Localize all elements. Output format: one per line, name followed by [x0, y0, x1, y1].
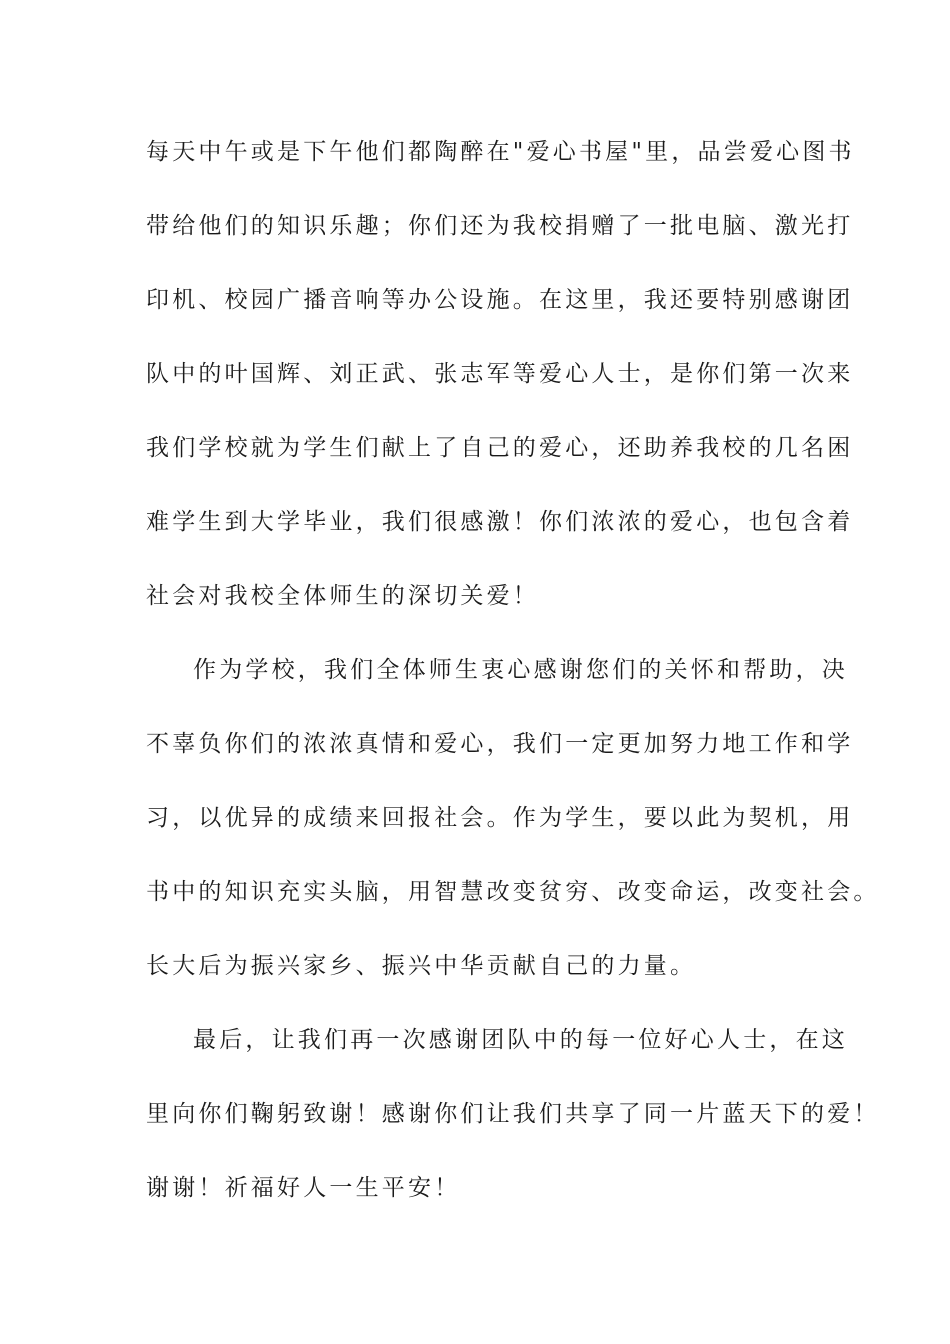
paragraph-first-line: 作为学校，我们全体师生衷心感谢您们的关怀和帮助，决 [193, 657, 848, 683]
text-line: 不辜负你们的浓浓真情和爱心，我们一定更加努力地工作和学 [146, 731, 854, 757]
text-line: 带给他们的知识乐趣；你们还为我校捐赠了一批电脑、激光打 [146, 213, 854, 239]
text-line: 每天中午或是下午他们都陶醉在"爱心书屋"里，品尝爱心图书 [146, 139, 855, 165]
text-line: 谢谢！祈福好人一生平安！ [146, 1175, 461, 1201]
paragraph-first-line: 最后，让我们再一次感谢团队中的每一位好心人士，在这 [193, 1027, 848, 1053]
text-line: 里向你们鞠躬致谢！感谢你们让我们共享了同一片蓝天下的爱！ [146, 1101, 880, 1127]
text-line: 队中的叶国辉、刘正武、张志军等爱心人士，是你们第一次来 [146, 361, 854, 387]
text-line: 难学生到大学毕业，我们很感激！你们浓浓的爱心，也包含着 [146, 509, 854, 535]
text-line: 印机、校园广播音响等办公设施。在这里，我还要特别感谢团 [146, 287, 854, 313]
text-line: 习，以优异的成绩来回报社会。作为学生，要以此为契机，用 [146, 805, 854, 831]
text-line: 我们学校就为学生们献上了自己的爱心，还助养我校的几名困 [146, 435, 854, 461]
text-line: 书中的知识充实头脑，用智慧改变贫穷、改变命运，改变社会。 [146, 879, 880, 905]
text-line: 社会对我校全体师生的深切关爱！ [146, 583, 539, 609]
text-line: 长大后为振兴家乡、振兴中华贡献自己的力量。 [146, 953, 697, 979]
